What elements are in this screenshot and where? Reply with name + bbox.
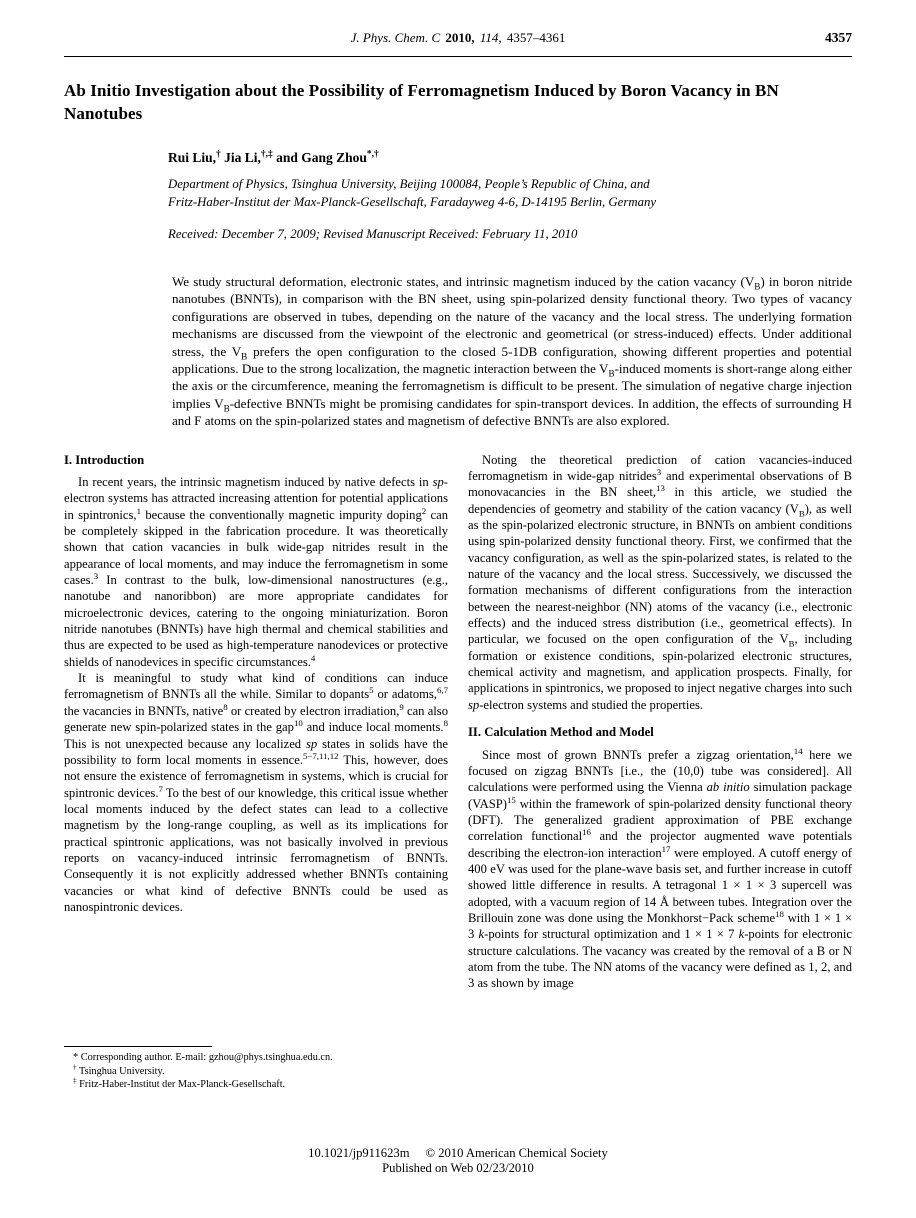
journal-name: J. Phys. Chem. C: [350, 30, 441, 45]
intro-paragraph-1: In recent years, the intrinsic magnetism induced by native defects in sp-electron systems has attracted increasing attention for potential applications in spintronics,$^1$ because the conventionally magnetic impurity doping$^2$ can be completely skipped in the fabrication procedure. It was theoretically shown that cation vacancies in bulk wide-gap nitrides result in the appearance of local moments, and may induce the ferromagnetism in some cases.$^3$ In contrast to the bulk, low-dimensional nanostructures (e.g., nanotube and nanoribbon) are more appropriate candidates for microelectronic devices, catering to the ongoing miniaturization. Boron nitride nanotubes (BNNTs) have high thermal and chemical stabilities and thus are expected to be used as high-temperature nanodevices or protective shields of nanodevices in specific circumstances.$^4$: [64, 475, 448, 669]
article-title: Ab Initio Investigation about the Possibility of Ferromagnetism Induced by Boron Vacancy in BN Nanotubes: [64, 81, 779, 123]
journal-volume: 114,: [479, 30, 502, 45]
page-footer: [0, 1146, 916, 1176]
footnote-block: [64, 1036, 448, 1091]
journal-citation: [64, 30, 852, 46]
abstract-text: We study structural deformation, electronic states, and intrinsic magnetism induced by the cation vacancy $(V_B)$ in boron nitride nanotubes (BNNTs), in comparison with the BN sheet, using spin-polarized density functional theory. Two types of vacancy configurations are observed in tubes, depending on the nature of the vacancy and the local stress. The underlying formation mechanisms are discussed from the viewpoint of the electronic and geometrical (or stress-induced) effects. Under additional stress, the $V_B$ prefers the open configuration to the closed 5-1DB configuration, showing different properties and potential applications. Due to the strong localization, the magnetic interaction between the $V_B$-induced moments is short-range along either the axis or the circumference, meaning the ferromagnetism is difficult to be present. The simulation of negative charge injection implies $V_B$-defective BNNTs might be promising candidates for spin-transport devices. In addition, the effects of surrounding H and F atoms on the spin-polarized states and magnetism of defective BNNTs are also explored.: [172, 274, 853, 429]
journal-year: 2010,: [445, 30, 475, 45]
left-column: [64, 452, 448, 1092]
body-columns: [64, 452, 852, 1092]
journal-pages: 4357–4361: [506, 30, 566, 45]
intro-paragraph-3: Noting the theoretical prediction of cation vacancies-induced ferromagnetism in wide-gap nitrides$^3$ and experimental observations of B monovacancies in the BN sheet,$^{13}$ in this article, we studied the dependencies of geometry and stability of the cation vacancy $(V_B)$, as well as the spin-polarized electronic structure, in BNNTs on ambient conditions using spin-polarized density functional theory. First, we confirmed that the vacancy configuration, as well as the spin-polarized states, is related to the nature of the vacancy and the local stress. Successively, we discussed the formation mechanisms of different configurations from the interaction between the nearest-neighbor (NN) atoms of the vacancy (i.e., electronic effects) and the induced stress distribution (i.e., geometrical effects). In particular, we focused on the open configuration of the $V_B$, including formation or existence conditions, spin-polarized electronic structures, chemical activity and magnetism, and application prospects. Finally, for applications in spintronics, we proposed to inject negative charges into such sp-electron systems and studied the properties.: [468, 452, 853, 712]
section-heading-method: II. Calculation Method and Model: [468, 725, 654, 740]
received-line: Received: December 7, 2009; Revised Manuscript Received: February 11, 2010: [168, 227, 578, 241]
footer-copyright: © 2010 American Chemical Society: [425, 1146, 608, 1160]
footer-published: Published on Web 02/23/2010: [382, 1161, 534, 1175]
right-column: [468, 452, 852, 1092]
footer-doi: 10.1021/jp911623m: [308, 1146, 410, 1160]
authors-line: Rui Liu,† Jia Li,†,‡ and Gang Zhou*,†: [168, 149, 379, 165]
page-number: 4357: [825, 30, 852, 45]
header-rule: [64, 56, 852, 57]
footnote-corresponding-author: * Corresponding author. E-mail: gzhou@phys.tsinghua.edu.cn.: [73, 1052, 333, 1064]
intro-paragraph-2: It is meaningful to study what kind of conditions can induce ferromagnetism of BNNTs all the while. Similar to dopants$^5$ or adatoms,$^{6,7}$ the vacancies in BNNTs, native$^8$ or created by electron irradiation,$^9$ can also generate new spin-polarized states in the gap$^{10}$ and induce local moments.$^8$ This is not unexpected because any localized sp states in solids have the possibility to form local moments in essence.$^{5-7,11,12}$ This, however, does not ensure the existence of ferromagnetism in systems, which is crucial for spintronic devices.$^7$ To the best of our knowledge, this critical issue whether local moments induced by the defect states can lead to a collective magnetism by the long-range coupling, as well as its implications for practical spintronic applications, was not basically involved in previous reports on vacancy-induced intrinsic ferromagnetism of BNNTs. Consequently it is not explicitly addressed whether BNNTs containing vacancies or what kind of defective BNNTs could be used as nanospintronic devices.: [64, 671, 449, 914]
affiliation-line-1: Department of Physics, Tsinghua University, Beijing 100084, People’s Republic of China, and: [168, 177, 650, 191]
footnote-tsinghua: † Tsinghua University.: [73, 1063, 165, 1077]
method-paragraph-1: Since most of grown BNNTs prefer a zigzag orientation,$^{14}$ here we focused on zigzag BNNTs [i.e., the (10,0) tube was considered]. All calculations were performed using the Vienna ab initio simulation package (VASP)$^{15}$ within the framework of spin-polarized density functional theory (DFT). The generalized gradient approximation of PBE exchange correlation functional$^{16}$ and the projector augmented wave potentials describing the electron-ion interaction$^{17}$ were employed. A cutoff energy of 400 eV was used for the plane-wave basis set, and further increase in cutoff showed little difference in results. A tetragonal 1 × 1 × 3 supercell was adopted, with a vacuum region of 14 Å between tubes. Integration over the Brillouin zone was done using the Monkhorst−Pack scheme$^{18}$ with 1 × 1 × 3 k-points for structural optimization and 1 × 1 × 7 k-points for electronic structure calculations. The vacancy was created by the removal of a B or N atom from the tube. The NN atoms of the vacancy were defined as 1, 2, and 3 as shown by image: [468, 745, 853, 991]
affiliation-line-2: Fritz-Haber-Institut der Max-Planck-Gesellschaft, Faradayweg 4-6, D-14195 Berlin, Germany: [168, 195, 657, 209]
section-heading-introduction: I. Introduction: [64, 452, 145, 467]
running-head: [64, 30, 852, 46]
byline-block: [168, 149, 852, 243]
footnote-rule: [64, 1046, 212, 1047]
footer-doi-copyright: [0, 1146, 916, 1161]
footnote-fritz-haber: ‡ Fritz-Haber-Institut der Max-Planck-Gesellschaft.: [73, 1076, 286, 1091]
